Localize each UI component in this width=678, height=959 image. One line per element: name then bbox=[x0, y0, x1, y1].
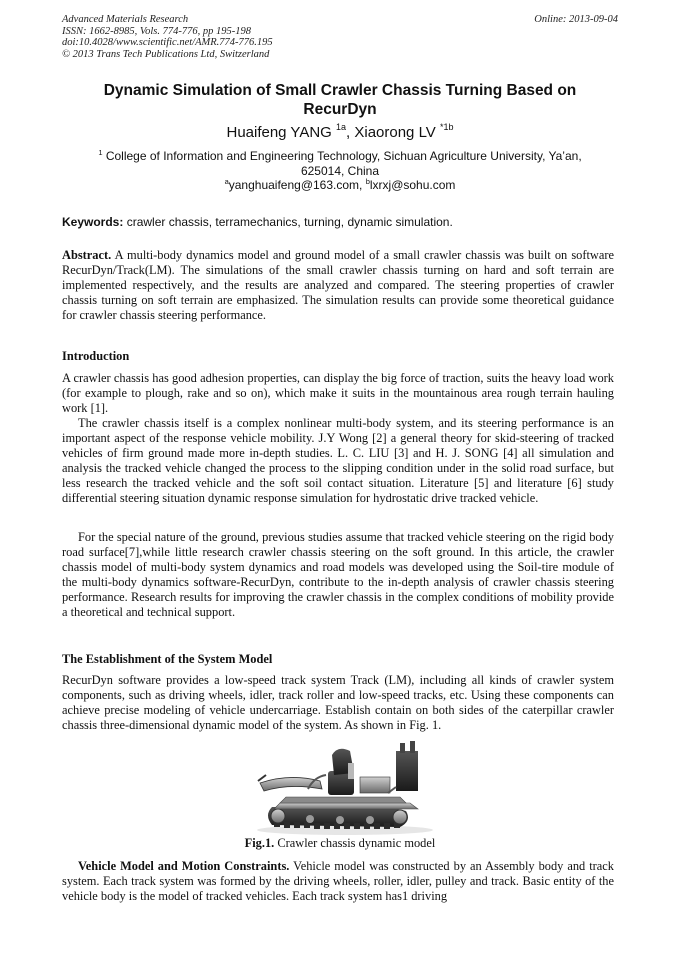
affiliation-line-1 bbox=[62, 149, 618, 164]
email-1-marker: a bbox=[224, 177, 229, 186]
vehicle-model-paragraph bbox=[62, 859, 614, 904]
affiliation bbox=[62, 149, 618, 193]
author-list bbox=[62, 124, 618, 142]
author-1-affil: 1a bbox=[336, 122, 347, 132]
crawler-chassis-render bbox=[250, 737, 440, 835]
affiliation-emails bbox=[62, 178, 618, 193]
affiliation-marker: 1 bbox=[98, 148, 103, 157]
title-line-1: Dynamic Simulation of Small Crawler Chassis Turning Based on bbox=[103, 82, 577, 99]
figure-caption-text: Crawler chassis dynamic model bbox=[274, 836, 436, 850]
affiliation-line-2: 625014, China bbox=[300, 163, 380, 178]
paper-title bbox=[62, 81, 618, 119]
crawler-chassis-figure bbox=[250, 737, 440, 835]
abstract bbox=[62, 248, 614, 323]
intro-paragraph-1: A crawler chassis has good adhesion properties, can display the big force of traction, suits the heavy load work (for example to plough, rake and so on), which make it suits in the mountainous area rough terrain hauling work [1]. bbox=[62, 371, 614, 415]
email-1: yanghuaifeng@163.com, bbox=[228, 178, 366, 192]
abstract-label: Abstract. bbox=[62, 248, 112, 262]
email-2: lxrxj@sohu.com bbox=[369, 178, 456, 192]
intro-paragraph-2: The crawler chassis itself is a complex nonlinear multi-body system, and its steering performance is an important aspect of the response vehicle mobility. J.Y Wong [2] a general theory for skid-steering of tracked vehicles of firm ground made more in-depth studies. L. C. LIU [3] and H. J. SONG [4] all simulation and analysis the tracked vehicle changed the process to the slipping condition under in the solid road surface, but less research the tracked vehicle and the soft soil contact situation. Literature [5] and literature [6] study differential steering situation dynamic response simulation for hydrostatic drive tracked vehicle. bbox=[62, 416, 614, 505]
system-model-heading: The Establishment of the System Model bbox=[62, 652, 273, 666]
author-1: Huaifeng YANG bbox=[226, 124, 332, 141]
keywords bbox=[62, 215, 618, 229]
intro-paragraph-3: For the special nature of the ground, previous studies assume that tracked vehicle steering on the rigid body road surface[7],while little research crawler chassis steering on the soft ground. In this article, the crawler chassis model of multi-body system dynamics and road models was developed using the Soil-tire module of the multi-body dynamics software-RecurDyn, contribute to the in-depth analysis of crawler chassis steering performance. Research results for improving the crawler chassis in the complex conditions of mobility provide a theoretical and technical support. bbox=[62, 530, 614, 619]
introduction-heading: Introduction bbox=[62, 349, 130, 363]
keywords-text: crawler chassis, terramechanics, turning, dynamic simulation. bbox=[123, 215, 453, 229]
affiliation-institution: College of Information and Engineering Technology, Sichuan Agriculture University, Ya’an, bbox=[102, 149, 582, 163]
online-date: Online: 2013-09-04 bbox=[534, 14, 618, 25]
author-separator: , bbox=[346, 124, 355, 141]
email-2-marker: b bbox=[365, 177, 370, 186]
figure-caption bbox=[62, 836, 618, 851]
keywords-label: Keywords: bbox=[62, 215, 124, 229]
journal-doi: doi:10.4028/www.scientific.net/AMR.774-776.195 bbox=[62, 37, 273, 48]
vehicle-model-text: Vehicle model was constructed by an Assembly body and track system. Each track system was formed by the driving wheels, roller, idler, pulley and track. Basic entity of the vehicle body is the model of tracked vehicles. Each track system has1 driving bbox=[62, 859, 614, 903]
journal-copyright: © 2013 Trans Tech Publications Ltd, Switzerland bbox=[62, 48, 270, 60]
journal-name: Advanced Materials Research bbox=[62, 14, 189, 25]
figure-label: Fig.1. bbox=[244, 836, 275, 850]
author-2-affil: *1b bbox=[439, 122, 454, 132]
abstract-text: A multi-body dynamics model and ground model of a small crawler chassis was built on software RecurDyn/Track(LM). The simulations of the small crawler chassis turning on hard and soft terrain are implemented respectively, and the results are analyzed and compared. The steering properties of crawler chassis turning on soft terrain are emphasized. The simulation results can provide some theoretical guidance for crawler chassis steering performance. bbox=[62, 248, 614, 322]
journal-issn: ISSN: 1662-8985, Vols. 774-776, pp 195-198 bbox=[62, 25, 251, 37]
system-model-paragraph: RecurDyn software provides a low-speed track system Track (LM), including all kinds of crawler system components, such as driving wheels, idler, track roller and low-speed tracks, etc. Using these components can achieve precise modeling of vehicle undercarriage. Establish contain on both sides of the caterpillar crawler chassis three-dimensional dynamic model of the system. As shown in Fig. 1. bbox=[62, 673, 614, 732]
author-2: Xiaorong LV bbox=[354, 124, 436, 141]
vehicle-model-runin: Vehicle Model and Motion Constraints. bbox=[78, 859, 290, 873]
title-line-2: RecurDyn bbox=[303, 101, 377, 118]
journal-header bbox=[62, 14, 618, 60]
